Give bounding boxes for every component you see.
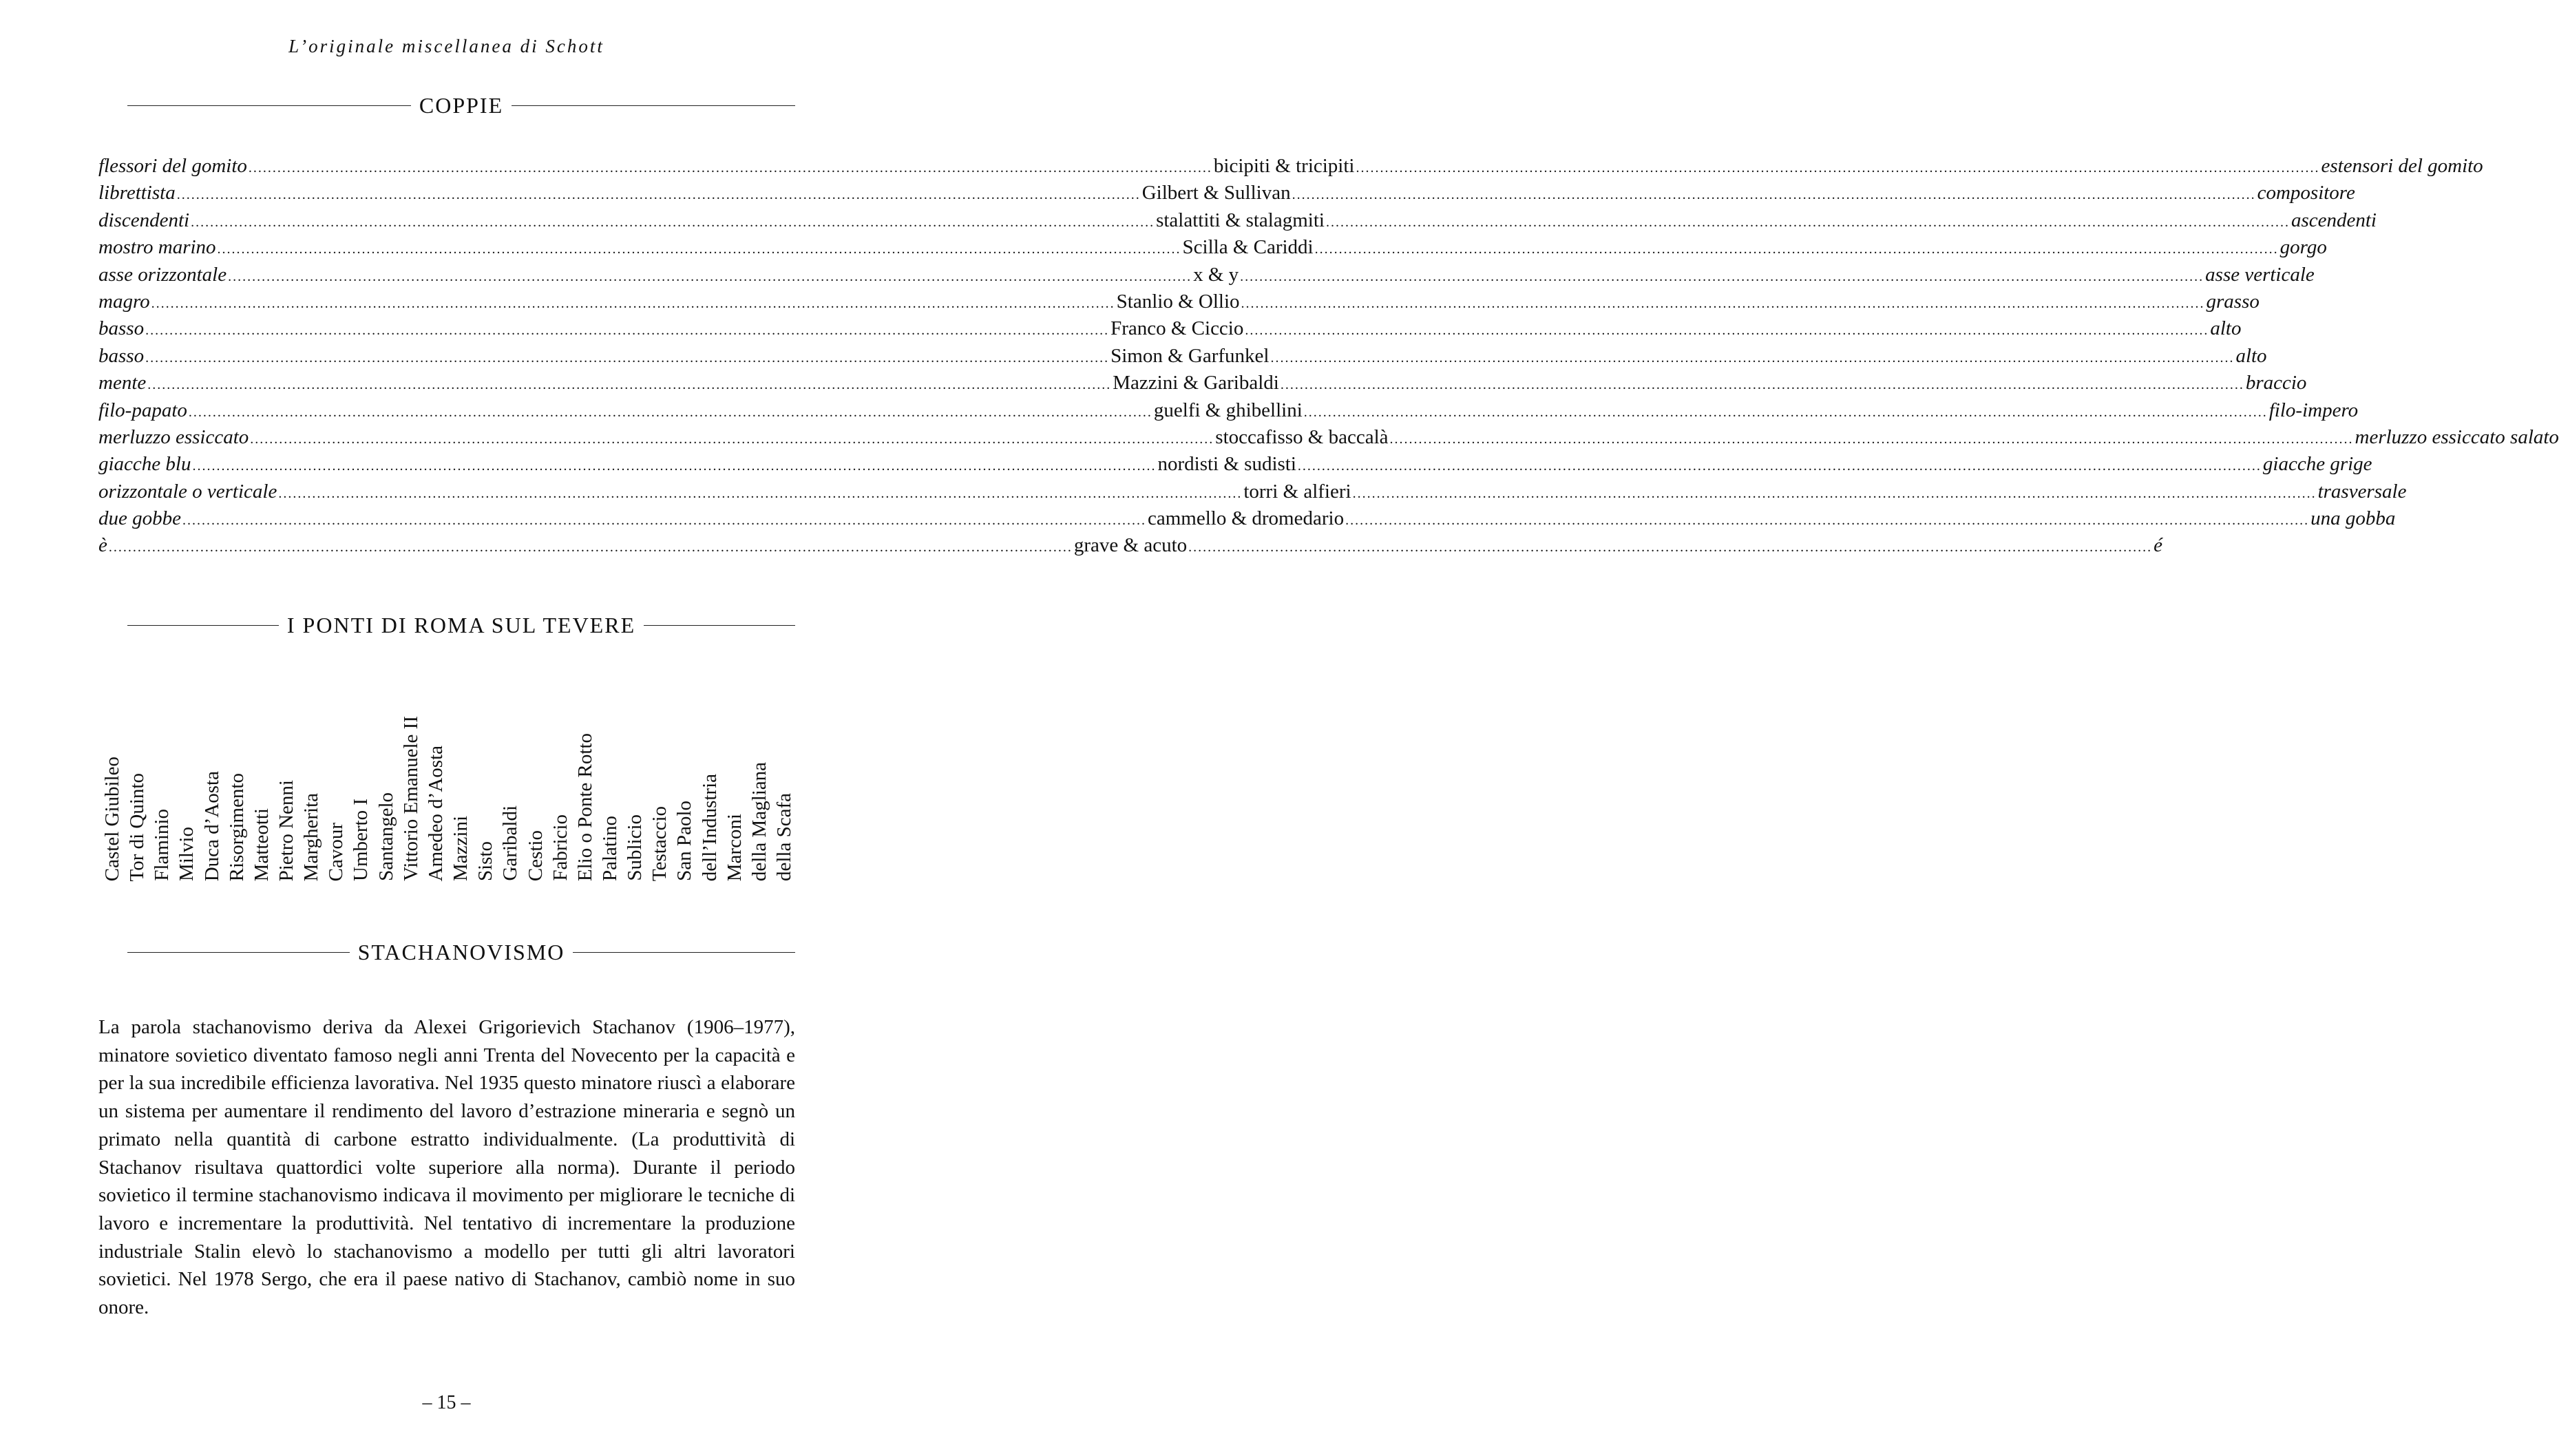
pair-center-term: Franco & Ciccio [1110, 317, 1244, 340]
pair-left-term: mostro marino [98, 236, 216, 259]
pair-row [98, 315, 2242, 342]
heading-rule [512, 105, 795, 106]
dot-leader: ........................................................................................................................................................................................................ [1241, 295, 2205, 311]
pair-left-term: orizzontale o verticale [98, 480, 277, 503]
dot-leader: ........................................................................................................................................................................................................ [1292, 187, 2256, 203]
heading-text: COPPIE [419, 93, 504, 118]
pair-right-term: estensori del gomito [2321, 155, 2483, 177]
bridge-name: Margherita [300, 792, 323, 881]
pair-right-term: trasversale [2317, 480, 2407, 503]
pair-row [98, 343, 2267, 370]
pair-center-term: Scilla & Cariddi [1182, 236, 1314, 259]
pair-center-term: cammello & dromedario [1148, 507, 1345, 530]
dot-leader: ........................................................................................................................................................................................................ [1325, 214, 2290, 230]
pair-row [98, 397, 2359, 424]
running-head: L’originale miscellanea di Schott [288, 36, 604, 56]
pair-row [98, 180, 2355, 207]
bridges-list [98, 654, 795, 881]
pair-center-term: guelfi & ghibellini [1153, 399, 1303, 421]
dot-leader: ........................................................................................................................................................................................................ [228, 268, 1192, 284]
pair-center-term: torri & alfieri [1243, 480, 1351, 503]
pair-row [98, 153, 2483, 180]
dot-leader: ........................................................................................................................................................................................................ [1352, 485, 2317, 501]
dot-leader: ........................................................................................................................................................................................................ [248, 160, 1212, 176]
pair-left-term: due gobbe [98, 507, 181, 530]
pair-center-term: Stanlio & Ollio [1116, 290, 1240, 313]
heading-text: I PONTI DI ROMA SUL TEVERE [286, 613, 636, 637]
dot-leader: ........................................................................................................................................................................................................ [1389, 431, 2354, 447]
bridge-name: Marconi [723, 813, 746, 881]
dot-leader: ........................................................................................................................................................................................................ [1270, 350, 2235, 366]
pair-left-term: magro [98, 290, 150, 313]
bridge-name: Cestio [524, 830, 547, 881]
bridge-name: Palatino [598, 815, 621, 881]
dot-leader: ........................................................................................................................................................................................................ [147, 377, 1112, 393]
dot-leader: ........................................................................................................................................................................................................ [1245, 323, 2209, 339]
bridge-name: Sublicio [624, 814, 646, 881]
pair-left-term: basso [98, 317, 145, 340]
bridge-name: Mazzini [450, 815, 472, 881]
bridge-name: Matteotti [250, 808, 273, 881]
pair-left-term: merluzzo essiccato [98, 425, 249, 448]
bridge-name: Umberto I [350, 799, 372, 881]
pair-left-term: librettista [98, 182, 176, 204]
pair-center-term: Simon & Garfunkel [1110, 344, 1270, 367]
heading-rule [127, 105, 411, 106]
dot-leader: ........................................................................................................................................................................................................ [108, 540, 1073, 556]
dot-leader: ........................................................................................................................................................................................................ [151, 295, 1115, 311]
pair-left-term: mente [98, 372, 147, 394]
pair-right-term: ascendenti [2291, 209, 2377, 231]
pair-row [98, 532, 2163, 559]
pair-right-term: compositore [2257, 182, 2355, 204]
dot-leader: ........................................................................................................................................................................................................ [145, 323, 1110, 339]
bridge-name: Elio o Ponte Rotto [573, 732, 596, 881]
pair-left-term: filo-papato [98, 399, 187, 421]
pair-right-term: giacche grige [2262, 453, 2372, 476]
heading-rule [644, 625, 795, 626]
heading-rule [573, 952, 795, 953]
pair-row [98, 451, 2372, 478]
pair-right-term: alto [2210, 317, 2242, 340]
pair-row [98, 478, 2407, 505]
dot-leader: ........................................................................................................................................................................................................ [1314, 242, 2279, 257]
bridge-name: Castel Giubileo [101, 756, 123, 881]
pair-center-term: Mazzini & Garibaldi [1113, 372, 1279, 394]
pair-left-term: discendenti [98, 209, 190, 231]
bridge-name: Risorgimento [225, 772, 248, 881]
dot-leader: ........................................................................................................................................................................................................ [1188, 540, 2153, 556]
bridge-name: dell’Industria [698, 773, 721, 881]
bridge-name: Tor di Quinto [126, 772, 149, 881]
section-heading-stachanovismo [127, 940, 795, 965]
pair-row [98, 234, 2327, 261]
dot-leader: ........................................................................................................................................................................................................ [182, 513, 1146, 529]
heading-rule [127, 625, 279, 626]
pair-center-term: grave & acuto [1073, 534, 1188, 557]
dot-leader: ........................................................................................................................................................................................................ [1297, 458, 2262, 474]
pairs-list [98, 153, 2559, 560]
dot-leader: ........................................................................................................................................................................................................ [176, 187, 1141, 203]
dot-leader: ........................................................................................................................................................................................................ [250, 431, 1214, 447]
dot-leader: ........................................................................................................................................................................................................ [278, 485, 1243, 501]
bridge-name: della Magliana [748, 761, 770, 881]
dot-leader: ........................................................................................................................................................................................................ [192, 458, 1157, 474]
dot-leader: ........................................................................................................................................................................................................ [188, 404, 1152, 420]
bridge-name: Testaccio [649, 805, 671, 881]
heading-rule [127, 952, 350, 953]
pair-center-term: Gilbert & Sullivan [1141, 182, 1291, 204]
pair-center-term: stoccafisso & baccalà [1215, 425, 1389, 448]
pair-row [98, 505, 2396, 532]
pair-right-term: filo-impero [2268, 399, 2359, 421]
bridge-name: Pietro Nenni [275, 779, 298, 881]
pair-right-term: braccio [2245, 372, 2307, 394]
dot-leader: ........................................................................................................................................................................................................ [1303, 404, 2268, 420]
bridge-name: Santangelo [375, 792, 397, 881]
pair-left-term: flessori del gomito [98, 155, 247, 177]
heading-text: STACHANOVISMO [357, 940, 565, 964]
pair-right-term: é [2153, 534, 2163, 557]
pair-right-term: alto [2235, 344, 2267, 367]
dot-leader: ........................................................................................................................................................................................................ [217, 242, 1181, 257]
pair-row [98, 424, 2559, 451]
bridge-name: Milvio [176, 827, 198, 881]
bridge-name: Cavour [325, 822, 348, 881]
pair-row [98, 370, 2307, 397]
pair-center-term: nordisti & sudisti [1157, 453, 1296, 476]
pair-left-term: è [98, 534, 107, 557]
dot-leader: ........................................................................................................................................................................................................ [1345, 513, 2310, 529]
pair-row [98, 262, 2315, 288]
dot-leader: ........................................................................................................................................................................................................ [1240, 268, 2204, 284]
section-heading-coppie [127, 93, 795, 118]
pair-row [98, 207, 2377, 234]
pair-right-term: merluzzo essiccato salato [2355, 425, 2559, 448]
pair-left-term: asse orizzontale [98, 263, 227, 286]
bridge-name: Vittorio Emanuele II [399, 716, 422, 881]
section-heading-ponti [127, 613, 795, 638]
bridge-name: Flaminio [151, 809, 173, 881]
pair-center-term: bicipiti & tricipiti [1213, 155, 1355, 177]
bridge-name: Sisto [474, 841, 497, 881]
bridge-name: Fabricio [549, 814, 571, 881]
bridge-name: Garibaldi [499, 805, 522, 881]
stachanovismo-paragraph: La parola stachanovismo deriva da Alexei Grigorievich Stachanov (1906–1977), minatore sovietico diventato famoso negli anni Trenta del Novecento per la capacità e per la sua incredibile efficienza lavorativa. Nel 1935 questo minatore riuscì a elaborare un sistema per aumentare il rendimento del lavoro d’estrazione mineraria e segnò un primato nella quantità di carbone estratto individualmente. (La produttività di Stachanov risultava quattordici volte superiore alla norma). Durante il periodo sovietico il termine stachanovismo indicava il movimento per migliorare le tecniche di lavoro e incrementare la produttività. Nel tentativo di incrementare la produzione industriale Stalin elevò lo stachanovismo a modello per tutti gli altri lavoratori sovietici. Nel 1978 Sergo, che era il paese nativo di Stachanov, cambiò nome in suo onore. [98, 1016, 795, 1319]
bridge-name: Duca d’Aosta [200, 770, 223, 881]
page-number: – 15 – [422, 1392, 471, 1413]
pair-center-term: stalattiti & stalagmiti [1156, 209, 1325, 231]
pair-left-term: giacche blu [98, 453, 191, 476]
pair-right-term: asse verticale [2205, 263, 2315, 286]
bridge-name: San Paolo [673, 801, 696, 881]
pair-center-term: x & y [1193, 263, 1239, 286]
pair-row [98, 288, 2260, 315]
dot-leader: ........................................................................................................................................................................................................ [145, 350, 1110, 366]
dot-leader: ........................................................................................................................................................................................................ [1356, 160, 2320, 176]
pair-right-term: grasso [2206, 290, 2260, 313]
pair-right-term: una gobba [2310, 507, 2396, 530]
bridge-name: della Scafa [773, 792, 795, 881]
dot-leader: ........................................................................................................................................................................................................ [1280, 377, 2244, 393]
pair-right-term: gorgo [2279, 236, 2327, 259]
bridge-name: Amedeo d’Aosta [424, 745, 447, 881]
dot-leader: ........................................................................................................................................................................................................ [191, 214, 1155, 230]
pair-left-term: basso [98, 344, 145, 367]
